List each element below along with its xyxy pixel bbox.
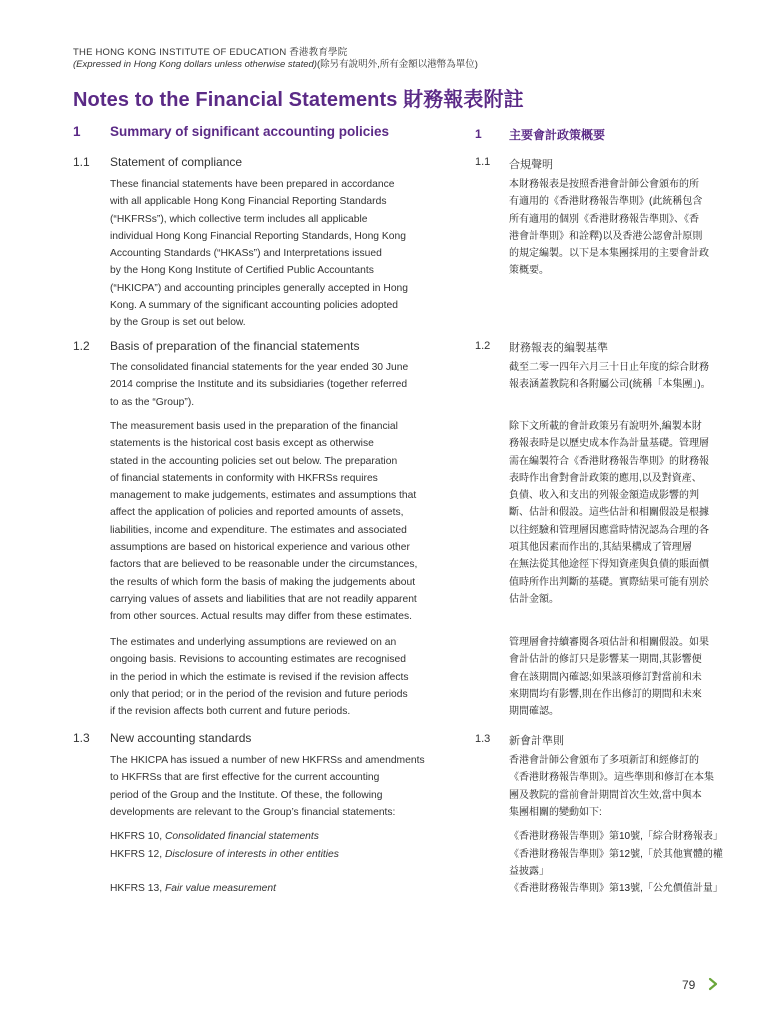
subsection-title-zh: 合規聲明 <box>509 159 553 171</box>
header-currency-zh: (除另有說明外,所有金額以港幣為單位) <box>316 59 478 70</box>
standard-item <box>110 828 455 845</box>
paragraph-zh: 截至二零一四年六月三十日止年度的綜合財務 報表涵蓋教院和各附屬公司(統稱「本集團」)。 <box>509 362 711 391</box>
standard-code: HKFRS 13, <box>110 883 165 894</box>
subsection-title: New accounting standards <box>110 731 252 745</box>
paragraph: The measurement basis used in the preparation of the financial statements is the historical cost basis except as otherwise stated in the accounting policies set out below. The preparation of financial statements in conformity with HKFRSs requires management to make judgements, estimates and assumptions that affect the application of policies and reported amounts of assets, liabilities, income and expenditure. The estimates and associated assumptions are based on historical experience and various other factors that are believed to be reasonable under the circumstances, the results of which form the basis of making the judgements about carrying values of assets and liabilities that are not readily apparent from other sources. Actual results may differ from these estimates. <box>110 421 418 623</box>
subsection-number-zh: 1.3 <box>475 733 491 745</box>
section-title-zh: 主要會計政策概要 <box>509 128 606 142</box>
subsection-title: Basis of preparation of the financial statements <box>110 339 360 353</box>
subsection-number: 1.3 <box>73 731 90 745</box>
paragraph: These financial statements have been prepared in accordance with all applicable Hong Kong Financial Reporting Standards (“HKFRSs”), which collective term includes all applicable individual Hong Kong Financial Reporting Standards, Hong Kong Accounting Standards (“HKASs”) and Interpretations issued by the Hong Kong Institute of Certified Public Accountants (“HKICPA”) and accounting principles generally accepted in Hong Kong. A summary of the significant accounting policies adopted by the Group is set out below. <box>110 179 409 329</box>
header-institute: THE HONG KONG INSTITUTE OF EDUCATION 香港教育學院 <box>73 47 348 58</box>
paragraph: The estimates and underlying assumptions are reviewed on an ongoing basis. Revisions to accounting estimates are recognised in the period in which the estimate is revised if the revision affects only that period; or in the period of the revision and future periods if the revision affects both current and future periods. <box>110 637 409 718</box>
standard-item <box>110 880 455 897</box>
section-title: Summary of significant accounting policies <box>110 124 390 139</box>
standard-item <box>110 846 455 863</box>
standard-item-zh: 《香港財務報告準則》第10號,「綜合財務報表」 <box>509 831 723 842</box>
paragraph-zh: 除下文所載的會計政策另有說明外,編製本財 務報表時是以歷史成本作為計量基礎。管理層 需在編製符合《香港財務報告準則》的財務報 表時作出會對會計政策的應用,以及對資產、 負債、收入和支出的列報金額造成影響的判 斷、估計和假設。這些估計和相關假設是根據 以往經驗和管理層因應當時情況認為合理的各 項其他因素而作出的,其結果構成了管理層 在無法從其他途徑下得知資產與負債的賬面價 值時所作出判斷的基礎。實際結果可能有別於 估計金額。 <box>509 421 709 605</box>
page-title: Notes to the Financial Statements 財務報表附註 <box>73 89 524 111</box>
standard-item-zh: 《香港財務報告準則》第12號,「於其他實體的權 益披露」 <box>509 849 723 878</box>
standard-name: Consolidated financial statements <box>164 831 319 842</box>
paragraph-zh: 香港會計師公會頒布了多項新訂和經修訂的 《香港財務報告準則》。這些準則和修訂在本集 團及教院的當前會計期間首次生效,當中與本 集團相關的變動如下: <box>509 755 714 818</box>
paragraph: The consolidated financial statements for the year ended 30 June 2014 comprise the Institute and its subsidiaries (together referred to as the “Group”). <box>110 362 409 408</box>
subsection-number: 1.2 <box>73 339 90 353</box>
subsection-number: 1.1 <box>73 155 90 169</box>
subsection-title-zh: 新會計準則 <box>509 735 564 747</box>
paragraph: The HKICPA has issued a number of new HKFRSs and amendments to HKFRSs that are first effective for the current accounting period of the Group and the Institute. Of these, the following developments are relevant to the Group’s financial statements: <box>110 755 425 818</box>
chevron-right-icon[interactable] <box>706 977 720 991</box>
header-currency-en: (Expressed in Hong Kong dollars unless otherwise stated) <box>73 59 317 70</box>
paragraph-zh: 本財務報表是按照香港會計師公會頒布的所 有適用的《香港財務報告準則》(此統稱包含 所有適用的個別《香港財務報告準則》、《香 港會計準則》和詮釋)以及香港公認會計原則 的規定編製。以下是本集團採用的主要會計政 策概要。 <box>509 179 709 277</box>
standard-code: HKFRS 10, <box>110 831 165 842</box>
standard-item-zh: 《香港財務報告準則》第13號,「公允價值計量」 <box>509 883 723 894</box>
standard-name: Disclosure of interests in other entities <box>164 849 339 860</box>
standard-code: HKFRS 12, <box>110 849 165 860</box>
section-number-zh: 1 <box>475 127 482 141</box>
chevron-right-icon-svg <box>706 977 720 991</box>
paragraph-zh: 管理層會持續審閱各項估計和相關假設。如果 會計估計的修訂只是影響某一期間,其影響便 會在該期間內確認;如果該項修訂對當前和未 來期間均有影響,則在作出修訂的期間和未來 期間確認。 <box>509 637 709 718</box>
subsection-title-zh: 財務報表的編製基準 <box>509 342 608 354</box>
header-currency-note <box>73 56 478 70</box>
subsection-title: Statement of compliance <box>110 155 243 169</box>
page-number: 79 <box>682 978 696 992</box>
standard-name: Fair value measurement <box>164 883 276 894</box>
subsection-number-zh: 1.2 <box>475 340 491 352</box>
section-number: 1 <box>73 124 81 139</box>
subsection-number-zh: 1.1 <box>475 156 491 168</box>
